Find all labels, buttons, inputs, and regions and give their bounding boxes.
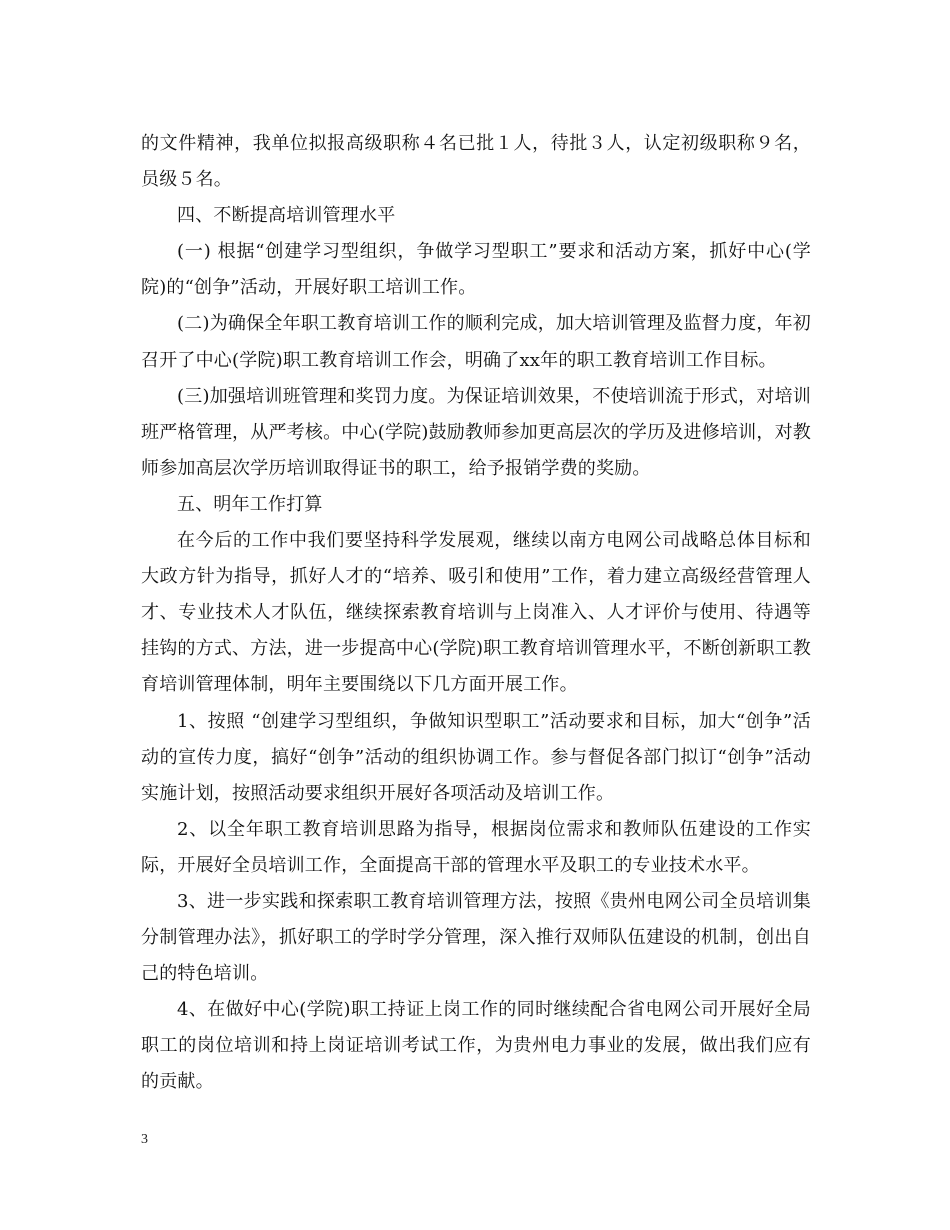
paragraph-plan-intro: 在今后的工作中我们要坚持科学发展观，继续以南方电网公司战略总体目标和大政方针为指导，抓好人才的“培养、吸引和使用”工作，着力建立高级经营管理人才、专业技术人才队伍，继续探索教育培训与上岗准入、人才评价与使用、待遇等挂钩的方式、方法，进一步提高中心(学院)职工教育培训管理水平，不断创新职工教育培训管理体制，明年主要围绕以下几方面开展工作。: [141, 530, 811, 696]
section-heading-four: 四、不断提高培训管理水平: [177, 205, 396, 227]
paragraph-item-2: (二)为确保全年职工教育培训工作的顺利完成，加大培训管理及监督力度，年初召开了中心(学院)职工教育培训工作会，明确了xx年的职工教育培训工作目标。: [141, 313, 811, 371]
paragraph-plan-3: 3、进一步实践和探索职工教育培训管理方法，按照《贵州电网公司全员培训集分制管理办法》，抓好职工的学时学分管理，深入推行双师队伍建设的机制，创出自己的特色培训。: [141, 890, 811, 985]
paragraph-continuation: 的文件精神，我单位拟报高级职称４名已批１人，待批３人，认定初级职称９名，员级５名。: [141, 133, 811, 191]
document-body: [141, 126, 811, 1101]
paragraph-plan-4: 4、在做好中心(学院)职工持证上岗工作的同时继续配合省电网公司开展好全局职工的岗位培训和持上岗证培训考试工作，为贵州电力事业的发展，做出我们应有的贡献。: [141, 999, 811, 1093]
page-number: 3: [141, 1132, 148, 1147]
paragraph-item-1: (一) 根据“创建学习型组织，争做学习型职工”要求和活动方案，抓好中心(学院)的“创争”活动，开展好职工培训工作。: [141, 241, 811, 299]
paragraph-plan-1: 1、按照 “创建学习型组织，争做知识型职工”活动要求和目标，加大“创争”活动的宣传力度，搞好“创争”活动的组织协调工作。参与督促各部门拟订“创争”活动实施计划，按照活动要求组织开展好各项活动及培训工作。: [141, 710, 811, 804]
paragraph-item-3: (三)加强培训班管理和奖罚力度。为保证培训效果，不使培训流于形式，对培训班严格管理，从严考核。中心(学院)鼓励教师参加更高层次的学历及进修培训，对教师参加高层次学历培训取得证书的职工，给予报销学费的奖励。: [141, 385, 811, 479]
paragraph-plan-2: 2、以全年职工教育培训思路为指导，根据岗位需求和教师队伍建设的工作实际，开展好全员培训工作，全面提高干部的管理水平及职工的专业技术水平。: [141, 818, 811, 876]
section-heading-five: 五、明年工作打算: [177, 493, 323, 515]
